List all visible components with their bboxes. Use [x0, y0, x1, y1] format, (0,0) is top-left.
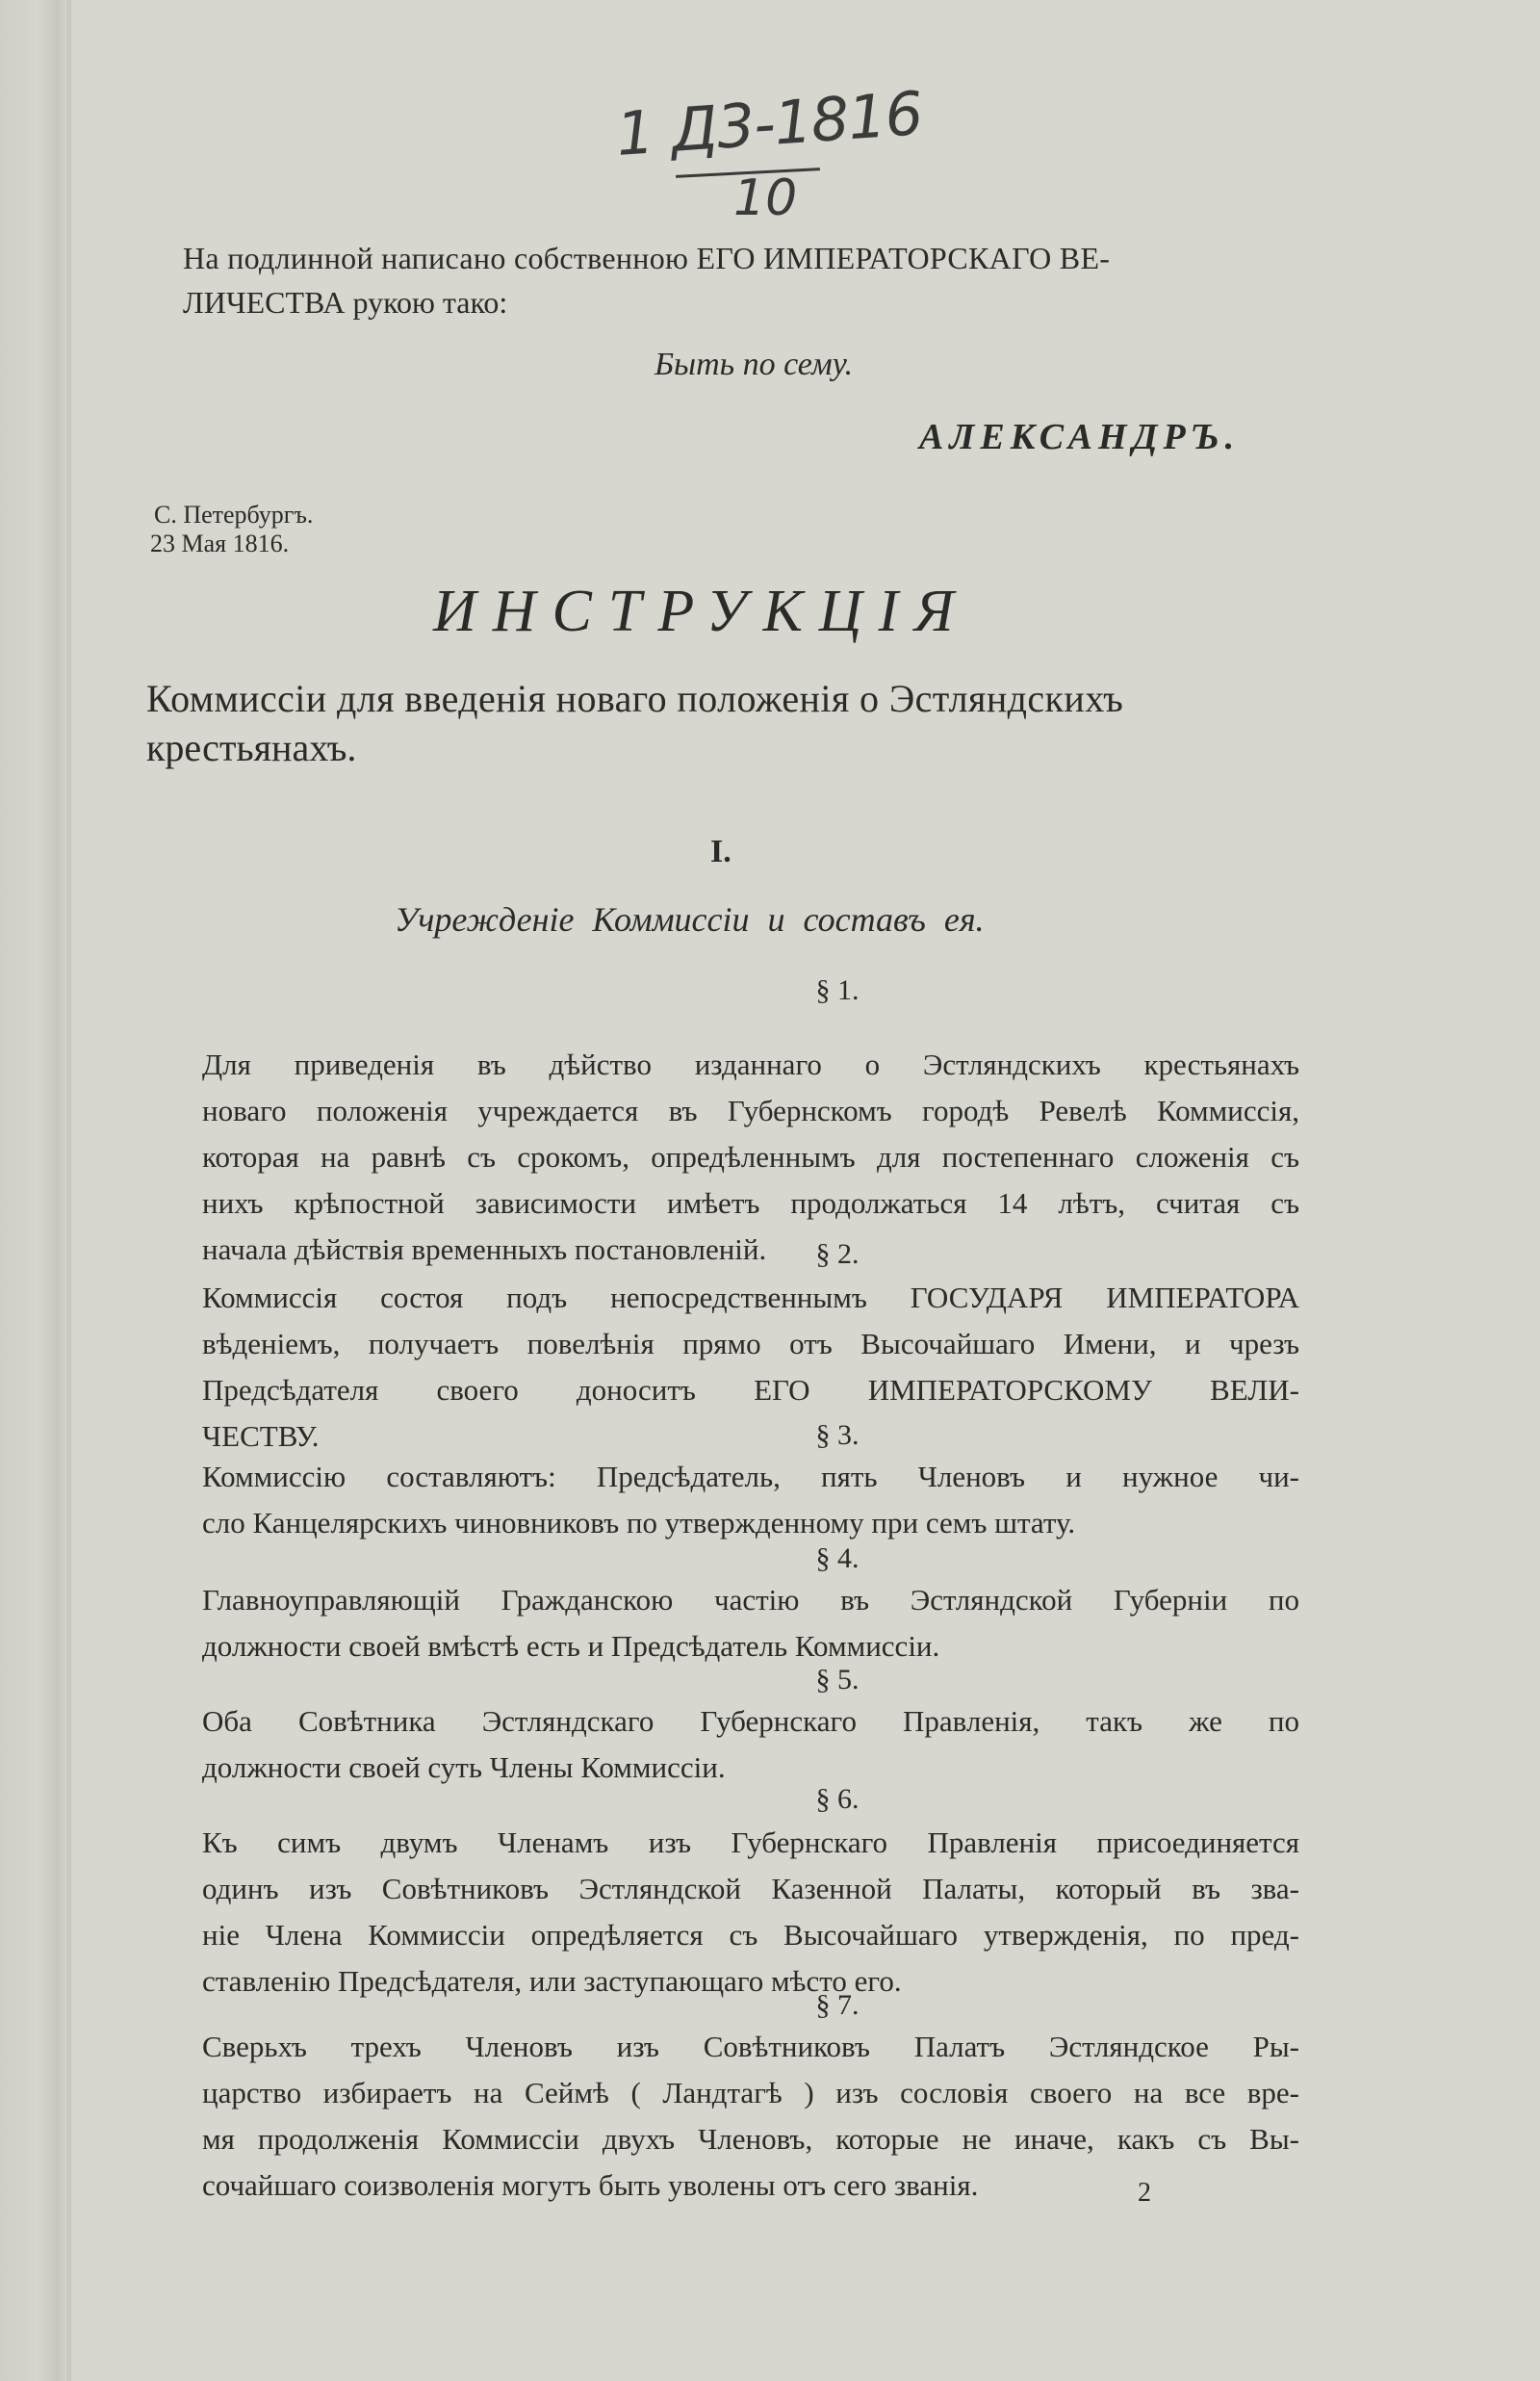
subtitle-line-1: Коммиссіи для введенія новаго положенія о Эстляндскихъ [146, 677, 1124, 720]
header-line-2: ЛИЧЕСТВА рукою тако: [183, 285, 508, 320]
text-line: Главноуправляющій Гражданскою частію въ Эстляндской Губерніи по [202, 1583, 1299, 1617]
section-mark: § 5. [815, 1664, 860, 1695]
text-line: сочайшаго соизволенія могутъ быть уволены отъ сего званія. [202, 2168, 979, 2202]
text-line: ніе Члена Коммиссіи опредѣляется съ Высочайшаго утвержденія, по пред- [202, 1918, 1299, 1952]
text-line: царство избираетъ на Сеймѣ ( Ландтагѣ ) изъ сословія своего на все вре- [202, 2076, 1299, 2109]
text-line: Коммиссію составляютъ: Предсѣдатель, пять Членовъ и нужное чи- [202, 1460, 1299, 1493]
resolution: Быть по сему. [654, 347, 854, 382]
section-mark: § 1. [815, 974, 860, 1006]
section-mark: § 6. [815, 1783, 860, 1815]
page-fold [0, 0, 68, 2381]
section-5-text [202, 1698, 1299, 1791]
text-line: одинъ изъ Совѣтниковъ Эстляндской Казенной Палаты, который въ зва- [202, 1872, 1299, 1905]
subtitle-line-2: крестьянахъ. [146, 726, 357, 769]
signature: АЛЕКСАНДРЪ. [919, 417, 1241, 457]
text-line: вѣденіемъ, получаетъ повелѣнія прямо отъ Высочайшаго Имени, и чрезъ [202, 1327, 1299, 1360]
text-line: которая на равнѣ съ срокомъ, опредѣленнымъ для постепеннаго сложенія съ [202, 1140, 1299, 1174]
archive-mark [613, 77, 925, 233]
archive-number: 1 Д3-1816 [613, 77, 925, 170]
chapter-number: I. [710, 834, 732, 869]
section-7-text [202, 2024, 1299, 2209]
text-line: Сверьхъ трехъ Членовъ изъ Совѣтниковъ Палатъ Эстляндское Ры- [202, 2030, 1299, 2063]
text-line: Оба Совѣтника Эстляндскаго Губернскаго Правленія, такъ же по [202, 1704, 1299, 1738]
text-line: Коммиссія состоя подъ непосредственнымъ ГОСУДАРЯ ИМПЕРАТОРА [202, 1281, 1299, 1314]
text-line: Для приведенія въ дѣйство изданнаго о Эстляндскихъ крестьянахъ [202, 1048, 1299, 1081]
text-line: нихъ крѣпостной зависимости имѣетъ продолжаться 14 лѣтъ, считая съ [202, 1186, 1299, 1220]
text-line: должности своей вмѣстѣ есть и Предсѣдатель Коммиссіи. [202, 1629, 940, 1663]
page-mark: 2 [1138, 2178, 1151, 2208]
place: С. Петербургъ. [154, 501, 314, 529]
date: 23 Мая 1816. [150, 530, 290, 557]
archive-sub: 10 [733, 169, 798, 227]
document-title: ИНСТРУКЦІЯ [433, 579, 970, 644]
text-line: новаго положенія учреждается въ Губернскомъ городѣ Ревелѣ Коммиссія, [202, 1094, 1299, 1127]
page-edge [69, 0, 71, 2381]
section-mark: § 4. [815, 1542, 860, 1574]
section-mark: § 7. [815, 1989, 860, 2021]
section-mark: § 3. [815, 1419, 860, 1451]
section-mark: § 2. [815, 1238, 860, 1270]
text-line: Предсѣдателя своего доноситъ ЕГО ИМПЕРАТОРСКОМУ ВЕЛИ- [202, 1373, 1299, 1407]
text-line: начала дѣйствія временныхъ постановленій. [202, 1232, 767, 1266]
header-line-1: На подлинной написано собственною ЕГО ИМПЕРАТОРСКАГО ВЕ- [183, 241, 1111, 275]
section-3-text [202, 1454, 1299, 1546]
chapter-heading: Учрежденіе Коммиссіи и составъ ея. [395, 900, 985, 939]
text-line: ЧЕСТВУ. [202, 1419, 320, 1453]
text-line: Къ симъ двумъ Членамъ изъ Губернскаго Правленія присоединяется [202, 1825, 1299, 1859]
section-6-text [202, 1820, 1299, 2005]
text-line: ставленію Предсѣдателя, или заступающаго мѣсто его. [202, 1964, 902, 1998]
text-line: сло Канцелярскихъ чиновниковъ по утвержденному при семъ штату. [202, 1506, 1076, 1540]
text-line: должности своей суть Члены Коммиссіи. [202, 1750, 726, 1784]
section-4-text [202, 1577, 1299, 1669]
text-line: мя продолженія Коммиссіи двухъ Членовъ, которые не иначе, какъ съ Вы- [202, 2122, 1299, 2156]
